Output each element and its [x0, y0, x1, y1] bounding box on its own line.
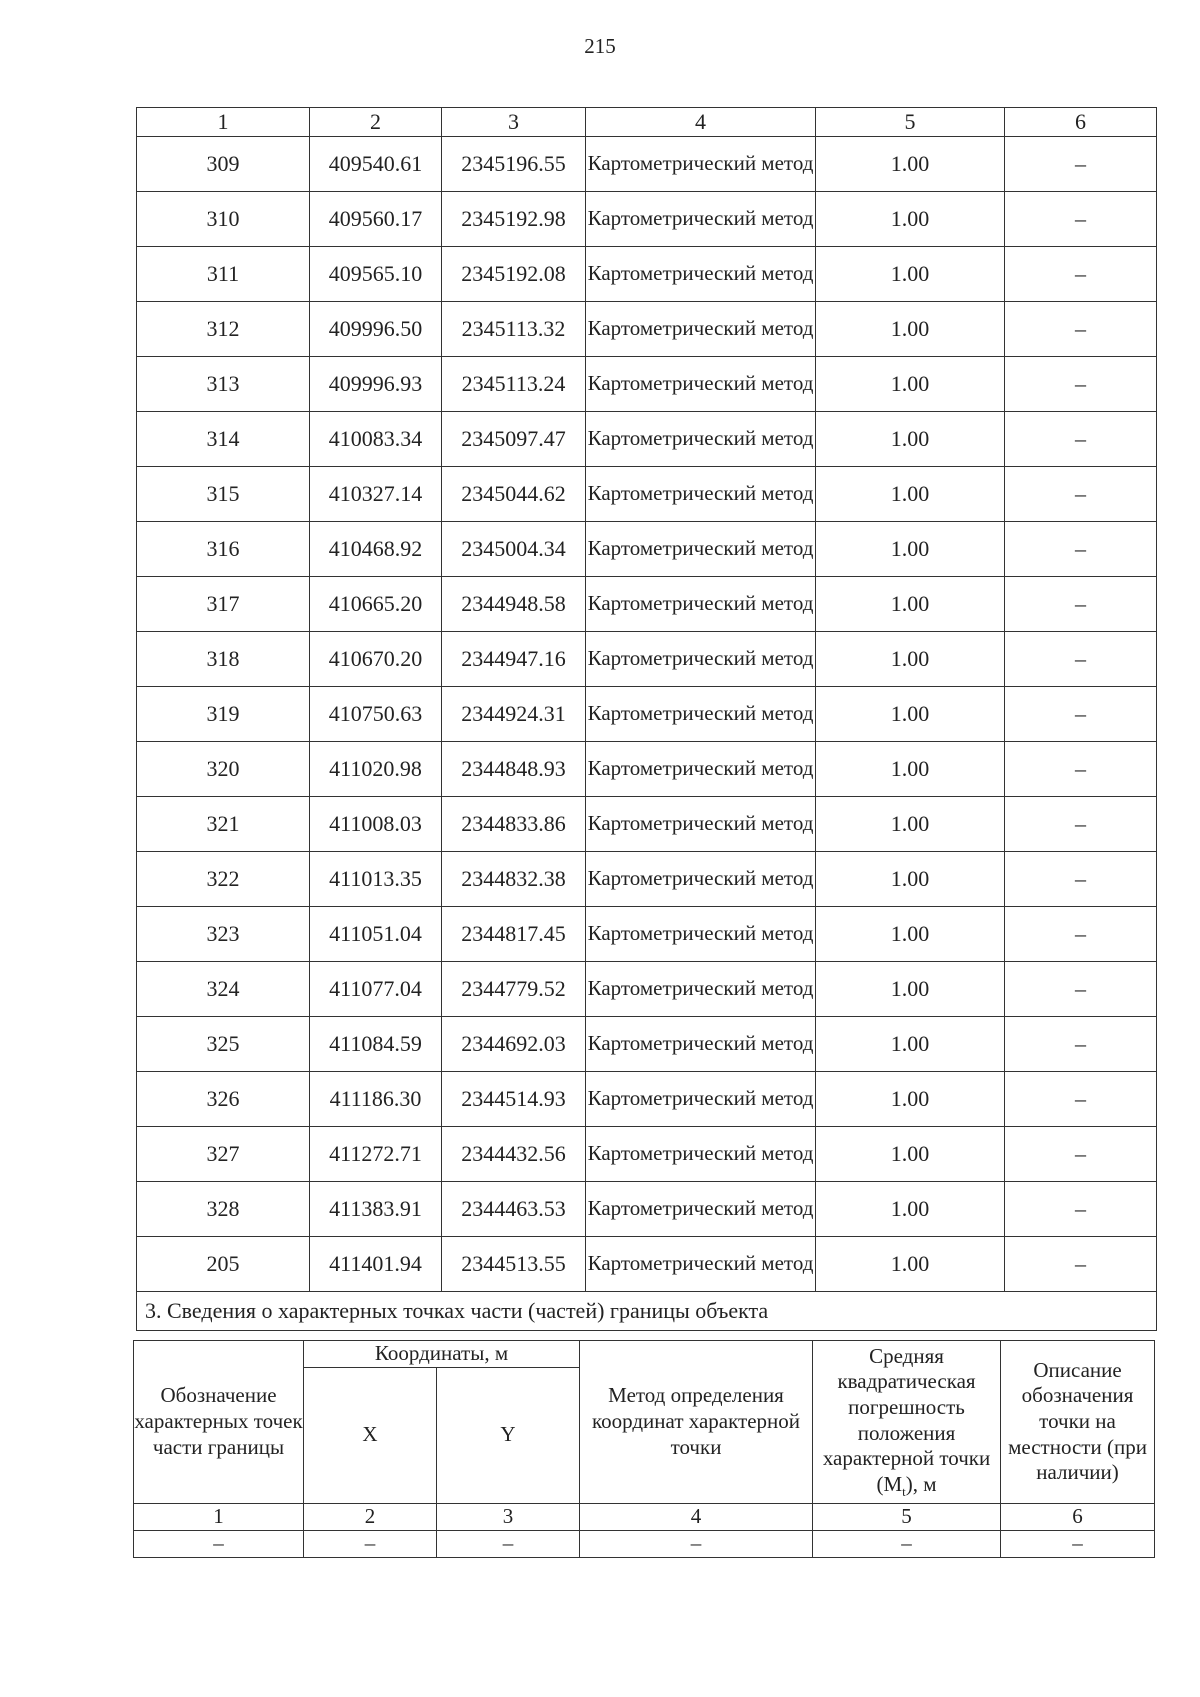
error-cell: 1.00 — [816, 1182, 1005, 1237]
column-number: 1 — [137, 108, 310, 137]
description-cell: – — [1005, 192, 1157, 247]
coord-y-cell: 2344947.16 — [442, 632, 586, 687]
error-cell: 1.00 — [816, 192, 1005, 247]
header-error-text: Средняя квадратическая погрешность положения характерной точки (M — [822, 1343, 991, 1496]
point-id-cell: 313 — [137, 357, 310, 412]
coord-y-cell: 2344832.38 — [442, 852, 586, 907]
coord-y-cell: 2344513.55 — [442, 1237, 586, 1292]
table-row — [137, 522, 1157, 577]
header-designation: Обозначение характерных точек части границы — [134, 1341, 304, 1504]
description-cell: – — [1005, 412, 1157, 467]
description-cell: – — [1005, 632, 1157, 687]
description-cell: – — [1005, 1017, 1157, 1072]
point-id-cell: 323 — [137, 907, 310, 962]
coord-y-cell: 2345192.98 — [442, 192, 586, 247]
coord-x-cell: 411077.04 — [310, 962, 442, 1017]
method-cell: Картометрический метод — [586, 852, 816, 907]
point-id-cell: 325 — [137, 1017, 310, 1072]
header-method: Метод определения координат характерной точки — [580, 1341, 813, 1504]
error-cell: 1.00 — [816, 1017, 1005, 1072]
error-cell: 1.00 — [816, 357, 1005, 412]
table-row — [137, 357, 1157, 412]
method-cell: Картометрический метод — [586, 907, 816, 962]
coord-x-cell: 410750.63 — [310, 687, 442, 742]
method-cell: Картометрический метод — [586, 742, 816, 797]
description-cell: – — [1005, 907, 1157, 962]
header-coordinates: Координаты, м — [304, 1341, 580, 1368]
header-error-tail: ), м — [905, 1471, 937, 1496]
description-cell: – — [1005, 962, 1157, 1017]
coord-y-cell: 2344948.58 — [442, 577, 586, 632]
description-cell: – — [1005, 247, 1157, 302]
coord-x-cell: 411186.30 — [310, 1072, 442, 1127]
point-id-cell: 311 — [137, 247, 310, 302]
method-cell: Картометрический метод — [586, 192, 816, 247]
error-cell: 1.00 — [816, 687, 1005, 742]
header-y: Y — [437, 1367, 580, 1503]
error-cell: 1.00 — [816, 137, 1005, 192]
description-cell: – — [1005, 1072, 1157, 1127]
coord-y-cell: 2345113.24 — [442, 357, 586, 412]
header-error — [813, 1341, 1001, 1504]
coord-x-cell: 409540.61 — [310, 137, 442, 192]
section-3-empty-row — [134, 1530, 1155, 1557]
section-3-title: 3. Сведения о характерных точках части (частей) границы объекта — [137, 1292, 1157, 1331]
method-cell: Картометрический метод — [586, 467, 816, 522]
table-row — [137, 962, 1157, 1017]
method-cell: Картометрический метод — [586, 962, 816, 1017]
description-cell: – — [1005, 577, 1157, 632]
description-cell: – — [1005, 467, 1157, 522]
header-x: X — [304, 1367, 437, 1503]
method-cell: Картометрический метод — [586, 412, 816, 467]
coord-y-cell: 2344432.56 — [442, 1127, 586, 1182]
description-cell: – — [1005, 302, 1157, 357]
coord-y-cell: 2344779.52 — [442, 962, 586, 1017]
description-cell: – — [1005, 1127, 1157, 1182]
empty-cell: – — [580, 1530, 813, 1557]
point-id-cell: 316 — [137, 522, 310, 577]
section-3-header-row — [134, 1341, 1155, 1368]
method-cell: Картометрический метод — [586, 137, 816, 192]
error-cell: 1.00 — [816, 522, 1005, 577]
method-cell: Картометрический метод — [586, 577, 816, 632]
point-id-cell: 320 — [137, 742, 310, 797]
coord-y-cell: 2345044.62 — [442, 467, 586, 522]
description-cell: – — [1005, 1237, 1157, 1292]
characteristic-points-table — [136, 107, 1157, 1331]
point-id-cell: 326 — [137, 1072, 310, 1127]
error-cell: 1.00 — [816, 412, 1005, 467]
method-cell: Картометрический метод — [586, 357, 816, 412]
point-id-cell: 205 — [137, 1237, 310, 1292]
table-row — [137, 577, 1157, 632]
description-cell: – — [1005, 357, 1157, 412]
coord-y-cell: 2345004.34 — [442, 522, 586, 577]
method-cell: Картометрический метод — [586, 687, 816, 742]
header-error-subscript: t — [902, 1483, 906, 1499]
description-cell: – — [1005, 852, 1157, 907]
point-id-cell: 317 — [137, 577, 310, 632]
column-number: 3 — [442, 108, 586, 137]
error-cell: 1.00 — [816, 1072, 1005, 1127]
coord-x-cell: 409560.17 — [310, 192, 442, 247]
coord-x-cell: 410468.92 — [310, 522, 442, 577]
coord-x-cell: 410670.20 — [310, 632, 442, 687]
table-row — [137, 467, 1157, 522]
table-row — [137, 1237, 1157, 1292]
coord-x-cell: 411051.04 — [310, 907, 442, 962]
table-row — [137, 632, 1157, 687]
error-cell: 1.00 — [816, 962, 1005, 1017]
column-number: 6 — [1005, 108, 1157, 137]
coord-y-cell: 2345097.47 — [442, 412, 586, 467]
coord-y-cell: 2344833.86 — [442, 797, 586, 852]
coord-x-cell: 410083.34 — [310, 412, 442, 467]
method-cell: Картометрический метод — [586, 302, 816, 357]
coord-y-cell: 2345113.32 — [442, 302, 586, 357]
empty-cell: – — [437, 1530, 580, 1557]
empty-cell: – — [813, 1530, 1001, 1557]
point-id-cell: 310 — [137, 192, 310, 247]
column-number: 3 — [437, 1503, 580, 1530]
point-id-cell: 312 — [137, 302, 310, 357]
coord-x-cell: 410327.14 — [310, 467, 442, 522]
point-id-cell: 319 — [137, 687, 310, 742]
table-row — [137, 302, 1157, 357]
method-cell: Картометрический метод — [586, 1182, 816, 1237]
method-cell: Картометрический метод — [586, 1127, 816, 1182]
error-cell: 1.00 — [816, 907, 1005, 962]
method-cell: Картометрический метод — [586, 522, 816, 577]
method-cell: Картометрический метод — [586, 247, 816, 302]
description-cell: – — [1005, 742, 1157, 797]
table-row — [137, 412, 1157, 467]
table-row — [137, 247, 1157, 302]
coord-y-cell: 2344692.03 — [442, 1017, 586, 1072]
coord-y-cell: 2344817.45 — [442, 907, 586, 962]
table-row — [137, 742, 1157, 797]
point-id-cell: 314 — [137, 412, 310, 467]
coord-y-cell: 2345196.55 — [442, 137, 586, 192]
column-number: 4 — [586, 108, 816, 137]
column-number: 2 — [310, 108, 442, 137]
column-number: 1 — [134, 1503, 304, 1530]
coord-x-cell: 411272.71 — [310, 1127, 442, 1182]
table-row — [137, 1182, 1157, 1237]
coord-x-cell: 410665.20 — [310, 577, 442, 632]
coord-y-cell: 2344514.93 — [442, 1072, 586, 1127]
table-row — [137, 1017, 1157, 1072]
coord-x-cell: 411084.59 — [310, 1017, 442, 1072]
description-cell: – — [1005, 137, 1157, 192]
table-row — [137, 1127, 1157, 1182]
point-id-cell: 315 — [137, 467, 310, 522]
section-3-column-number-row — [134, 1503, 1155, 1530]
coord-x-cell: 411401.94 — [310, 1237, 442, 1292]
error-cell: 1.00 — [816, 247, 1005, 302]
coord-y-cell: 2344463.53 — [442, 1182, 586, 1237]
coord-y-cell: 2344848.93 — [442, 742, 586, 797]
coord-x-cell: 411013.35 — [310, 852, 442, 907]
table-row — [137, 192, 1157, 247]
coord-x-cell: 411383.91 — [310, 1182, 442, 1237]
coord-x-cell: 411020.98 — [310, 742, 442, 797]
description-cell: – — [1005, 687, 1157, 742]
coord-x-cell: 409996.93 — [310, 357, 442, 412]
column-number: 4 — [580, 1503, 813, 1530]
point-id-cell: 309 — [137, 137, 310, 192]
empty-cell: – — [304, 1530, 437, 1557]
table-row — [137, 137, 1157, 192]
point-id-cell: 318 — [137, 632, 310, 687]
section-3-title-row — [137, 1292, 1157, 1331]
point-id-cell: 324 — [137, 962, 310, 1017]
method-cell: Картометрический метод — [586, 1017, 816, 1072]
method-cell: Картометрический метод — [586, 1237, 816, 1292]
coord-x-cell: 409996.50 — [310, 302, 442, 357]
column-number-row — [137, 108, 1157, 137]
method-cell: Картометрический метод — [586, 632, 816, 687]
header-description: Описание обозначения точки на местности (при наличии) — [1001, 1341, 1155, 1504]
column-number: 5 — [816, 108, 1005, 137]
error-cell: 1.00 — [816, 797, 1005, 852]
coord-y-cell: 2344924.31 — [442, 687, 586, 742]
error-cell: 1.00 — [816, 577, 1005, 632]
column-number: 5 — [813, 1503, 1001, 1530]
method-cell: Картометрический метод — [586, 797, 816, 852]
point-id-cell: 321 — [137, 797, 310, 852]
empty-cell: – — [1001, 1530, 1155, 1557]
error-cell: 1.00 — [816, 852, 1005, 907]
error-cell: 1.00 — [816, 742, 1005, 797]
page-number: 215 — [584, 34, 616, 58]
error-cell: 1.00 — [816, 467, 1005, 522]
description-cell: – — [1005, 1182, 1157, 1237]
table-row — [137, 907, 1157, 962]
empty-cell: – — [134, 1530, 304, 1557]
method-cell: Картометрический метод — [586, 1072, 816, 1127]
coord-x-cell: 411008.03 — [310, 797, 442, 852]
table-row — [137, 1072, 1157, 1127]
description-cell: – — [1005, 522, 1157, 577]
column-number: 6 — [1001, 1503, 1155, 1530]
point-id-cell: 328 — [137, 1182, 310, 1237]
section-3-table — [133, 1340, 1155, 1558]
error-cell: 1.00 — [816, 302, 1005, 357]
table-row — [137, 687, 1157, 742]
error-cell: 1.00 — [816, 632, 1005, 687]
column-number: 2 — [304, 1503, 437, 1530]
description-cell: – — [1005, 797, 1157, 852]
point-id-cell: 327 — [137, 1127, 310, 1182]
coord-x-cell: 409565.10 — [310, 247, 442, 302]
table-row — [137, 797, 1157, 852]
error-cell: 1.00 — [816, 1237, 1005, 1292]
point-id-cell: 322 — [137, 852, 310, 907]
error-cell: 1.00 — [816, 1127, 1005, 1182]
coord-y-cell: 2345192.08 — [442, 247, 586, 302]
table-row — [137, 852, 1157, 907]
